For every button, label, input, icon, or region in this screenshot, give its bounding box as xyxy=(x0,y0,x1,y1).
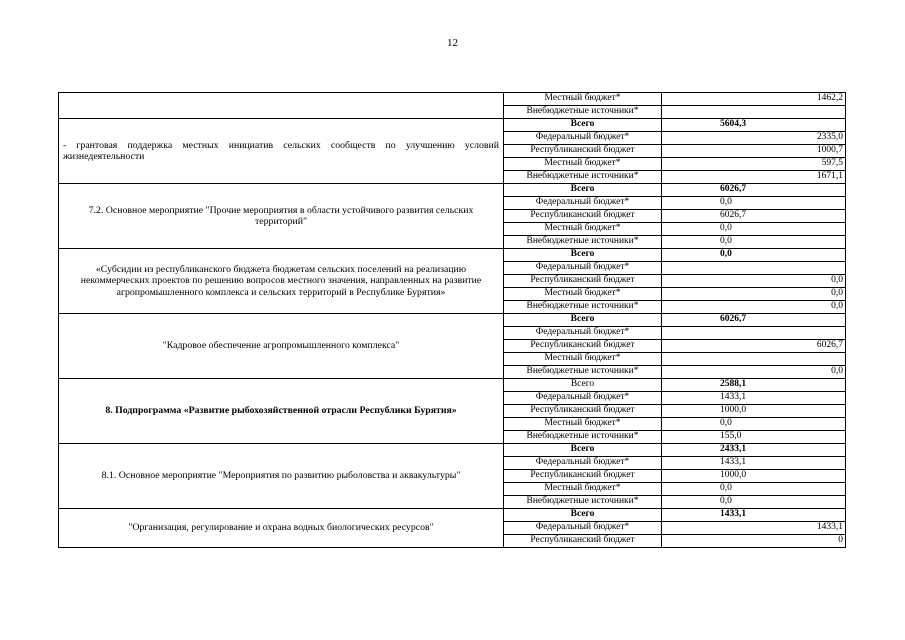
table-row xyxy=(59,93,846,106)
funding-amount xyxy=(662,288,846,301)
funding-amount xyxy=(662,522,846,535)
activity-description: "Организация, регулирование и охрана водных биологических ресурсов" xyxy=(59,509,504,548)
amount-value: 1000,7 xyxy=(816,145,843,156)
funding-source: Внебюджетные источники* xyxy=(504,171,662,184)
amount-value: 155,0 xyxy=(720,431,742,442)
amount-value: 1433,1 xyxy=(720,392,747,403)
funding-amount xyxy=(662,275,846,288)
amount-value: 2335,0 xyxy=(816,132,843,143)
funding-amount xyxy=(662,483,846,496)
funding-source: Республиканский бюджет xyxy=(504,405,662,418)
amount-value: 0,0 xyxy=(831,301,843,312)
funding-amount xyxy=(662,431,846,444)
table-row xyxy=(59,379,846,392)
funding-amount xyxy=(662,327,846,340)
funding-amount xyxy=(662,106,846,119)
table-row xyxy=(59,444,846,457)
funding-source: Всего xyxy=(504,314,662,327)
funding-source: Всего xyxy=(504,379,662,392)
funding-amount xyxy=(662,158,846,171)
funding-source: Федеральный бюджет* xyxy=(504,392,662,405)
funding-amount xyxy=(662,197,846,210)
funding-source: Федеральный бюджет* xyxy=(504,197,662,210)
amount-value: 0,0 xyxy=(831,366,843,377)
amount-value: 0,0 xyxy=(720,236,732,247)
budget-table xyxy=(58,92,846,548)
funding-source: Федеральный бюджет* xyxy=(504,327,662,340)
activity-description: 7.2. Основное мероприятие "Прочие мероприятия в области устойчивого развития сельских территорий" xyxy=(59,184,504,249)
funding-amount xyxy=(662,444,846,457)
amount-value: 1000,0 xyxy=(720,470,747,481)
funding-source: Внебюджетные источники* xyxy=(504,301,662,314)
funding-source: Внебюджетные источники* xyxy=(504,106,662,119)
amount-value: 6026,7 xyxy=(816,340,843,351)
funding-amount xyxy=(662,132,846,145)
funding-amount xyxy=(662,262,846,275)
table-row xyxy=(59,184,846,197)
amount-value: 0 xyxy=(838,535,843,546)
amount-value: 5604,3 xyxy=(720,119,747,130)
funding-source: Местный бюджет* xyxy=(504,288,662,301)
funding-source: Республиканский бюджет xyxy=(504,535,662,548)
funding-source: Федеральный бюджет* xyxy=(504,522,662,535)
funding-source: Федеральный бюджет* xyxy=(504,132,662,145)
amount-value: 0,0 xyxy=(720,223,732,234)
funding-amount xyxy=(662,392,846,405)
amount-value: 1671,1 xyxy=(816,171,843,182)
funding-source: Всего xyxy=(504,119,662,132)
funding-amount xyxy=(662,171,846,184)
funding-source: Республиканский бюджет xyxy=(504,340,662,353)
page-number: 12 xyxy=(447,37,458,49)
amount-value: 6026,7 xyxy=(720,184,747,195)
funding-amount xyxy=(662,119,846,132)
funding-amount xyxy=(662,418,846,431)
funding-source: Местный бюджет* xyxy=(504,93,662,106)
amount-value: 0,0 xyxy=(720,418,732,429)
funding-amount xyxy=(662,210,846,223)
funding-amount xyxy=(662,353,846,366)
amount-value: 6026,7 xyxy=(720,210,747,221)
amount-value: 2433,1 xyxy=(720,444,747,455)
funding-amount xyxy=(662,301,846,314)
table-row xyxy=(59,509,846,522)
activity-description: 8.1. Основное мероприятие "Мероприятия по развитию рыболовства и аквакультуры" xyxy=(59,444,504,509)
funding-amount xyxy=(662,470,846,483)
amount-value: 597,5 xyxy=(821,158,843,169)
amount-value: 0,0 xyxy=(720,197,732,208)
funding-source: Внебюджетные источники* xyxy=(504,496,662,509)
amount-value: 0,0 xyxy=(720,496,732,507)
amount-value: 1000,0 xyxy=(720,405,747,416)
funding-source: Местный бюджет* xyxy=(504,418,662,431)
funding-amount xyxy=(662,496,846,509)
funding-amount xyxy=(662,509,846,522)
funding-source: Местный бюджет* xyxy=(504,223,662,236)
funding-amount xyxy=(662,379,846,392)
funding-amount xyxy=(662,145,846,158)
funding-source: Федеральный бюджет* xyxy=(504,262,662,275)
funding-amount xyxy=(662,340,846,353)
budget-table-body xyxy=(59,93,846,548)
activity-description xyxy=(59,93,504,119)
funding-source: Федеральный бюджет* xyxy=(504,457,662,470)
amount-value: 0,0 xyxy=(720,483,732,494)
funding-amount xyxy=(662,405,846,418)
amount-value: 0,0 xyxy=(720,249,732,260)
funding-amount xyxy=(662,223,846,236)
amount-value: 6026,7 xyxy=(720,314,747,325)
funding-source: Республиканский бюджет xyxy=(504,145,662,158)
funding-source: Внебюджетные источники* xyxy=(504,366,662,379)
funding-source: Всего xyxy=(504,249,662,262)
funding-amount xyxy=(662,249,846,262)
funding-amount xyxy=(662,314,846,327)
funding-source: Всего xyxy=(504,184,662,197)
funding-source: Республиканский бюджет xyxy=(504,275,662,288)
amount-value: 1433,1 xyxy=(720,509,747,520)
funding-amount xyxy=(662,366,846,379)
activity-description: 8. Подпрограмма «Развитие рыбохозяйственной отрасли Республики Бурятия» xyxy=(59,379,504,444)
table-row xyxy=(59,119,846,132)
funding-source: Местный бюджет* xyxy=(504,353,662,366)
activity-description: «Субсидии из республиканского бюджета бюджетам сельских поселений на реализацию некоммерческих проектов по решению вопросов местного значения, направленных на развитие агропромышленного комплекса и сельских территорий в Республике Бурятия» xyxy=(59,249,504,314)
funding-source: Внебюджетные источники* xyxy=(504,431,662,444)
table-row xyxy=(59,314,846,327)
funding-amount xyxy=(662,236,846,249)
amount-value: 0,0 xyxy=(831,288,843,299)
amount-value: 0,0 xyxy=(831,275,843,286)
funding-amount xyxy=(662,184,846,197)
funding-source: Местный бюджет* xyxy=(504,483,662,496)
funding-source: Внебюджетные источники* xyxy=(504,236,662,249)
funding-source: Республиканский бюджет xyxy=(504,210,662,223)
funding-amount xyxy=(662,457,846,470)
funding-amount xyxy=(662,535,846,548)
funding-source: Всего xyxy=(504,444,662,457)
activity-description: - грантовая поддержка местных инициатив сельских сообществ по улучшению условий жизнедеятельности xyxy=(59,119,504,184)
funding-source: Всего xyxy=(504,509,662,522)
amount-value: 1433,1 xyxy=(816,522,843,533)
amount-value: 1462,2 xyxy=(816,93,843,104)
funding-amount xyxy=(662,93,846,106)
funding-source: Местный бюджет* xyxy=(504,158,662,171)
funding-source: Республиканский бюджет xyxy=(504,470,662,483)
amount-value: 1433,1 xyxy=(720,457,747,468)
table-row xyxy=(59,249,846,262)
amount-value: 2588,1 xyxy=(720,379,747,390)
activity-description: "Кадровое обеспечение агропромышленного комплекса" xyxy=(59,314,504,379)
